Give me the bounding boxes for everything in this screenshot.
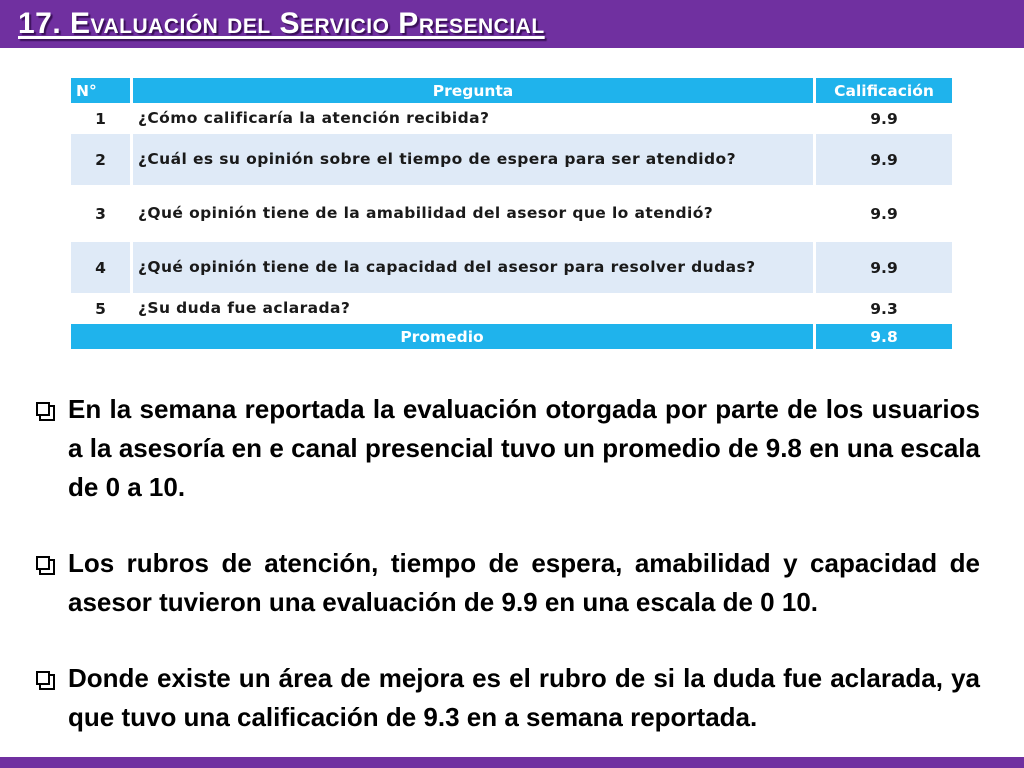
bullet-text: Donde existe un área de mejora es el rubro de si la duda fue aclarada, ya que tuvo una calificación de 9.3 en a semana reportada. xyxy=(68,663,980,732)
average-label: Promedio xyxy=(71,324,813,349)
bottom-bar xyxy=(0,757,1024,768)
table-row xyxy=(71,242,952,293)
bullet-list xyxy=(34,390,980,737)
evaluation-table xyxy=(68,75,955,352)
checkbox-icon xyxy=(36,402,50,416)
row-question: ¿Cuál es su opinión sobre el tiempo de espera para ser atendido? xyxy=(133,134,813,185)
header-number: N° xyxy=(71,78,130,103)
row-score: 9.9 xyxy=(816,188,952,239)
row-number: 1 xyxy=(71,106,130,131)
checkbox-icon xyxy=(36,671,50,685)
table-header-row xyxy=(71,78,952,103)
table-row xyxy=(71,296,952,321)
row-question: ¿Su duda fue aclarada? xyxy=(133,296,813,321)
row-score: 9.9 xyxy=(816,106,952,131)
row-question: ¿Cómo calificaría la atención recibida? xyxy=(133,106,813,131)
row-question: ¿Qué opinión tiene de la capacidad del asesor para resolver dudas? xyxy=(133,242,813,293)
title-bar xyxy=(0,0,1024,48)
bullet-text: Los rubros de atención, tiempo de espera, amabilidad y capacidad de asesor tuvieron una evaluación de 9.9 en una escala de 0 10. xyxy=(68,548,980,617)
bullet-item xyxy=(34,544,980,622)
table-row xyxy=(71,134,952,185)
row-number: 2 xyxy=(71,134,130,185)
row-score: 9.9 xyxy=(816,242,952,293)
header-score: Calificación xyxy=(816,78,952,103)
bullet-text: En la semana reportada la evaluación otorgada por parte de los usuarios a la asesoría en e canal presencial tuvo un promedio de 9.8 en una escala de 0 a 10. xyxy=(68,394,980,502)
average-score: 9.8 xyxy=(816,324,952,349)
table-row xyxy=(71,106,952,131)
row-number: 4 xyxy=(71,242,130,293)
row-question: ¿Qué opinión tiene de la amabilidad del asesor que lo atendió? xyxy=(133,188,813,239)
row-score: 9.3 xyxy=(816,296,952,321)
row-number: 3 xyxy=(71,188,130,239)
table-row xyxy=(71,188,952,239)
row-number: 5 xyxy=(71,296,130,321)
row-score: 9.9 xyxy=(816,134,952,185)
header-question: Pregunta xyxy=(133,78,813,103)
average-row xyxy=(71,324,952,349)
checkbox-icon xyxy=(36,556,50,570)
bullet-item xyxy=(34,390,980,507)
slide-title: 17. Evaluación del Servicio Presencial xyxy=(18,7,545,40)
bullet-item xyxy=(34,659,980,737)
